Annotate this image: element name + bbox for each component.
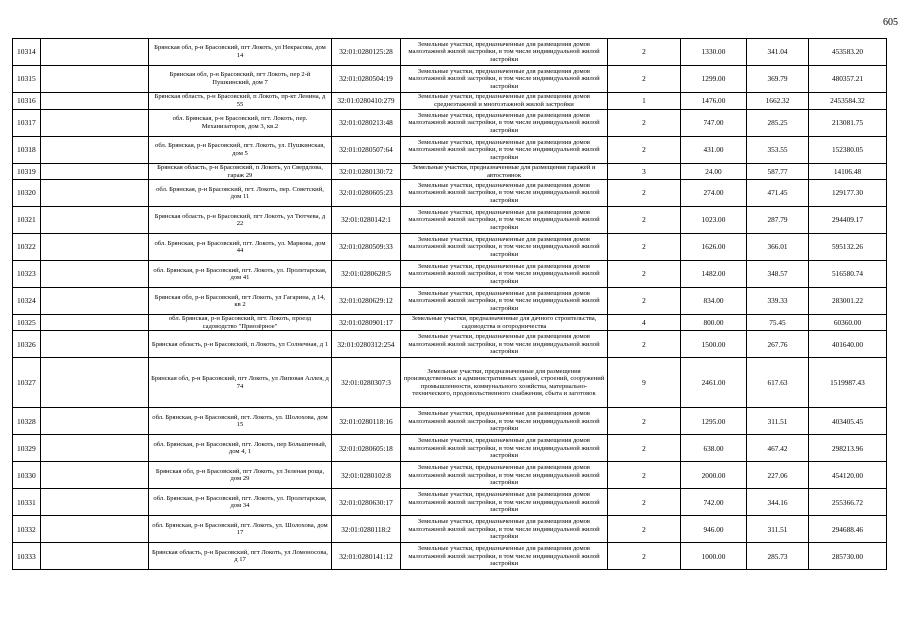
area-cell: 1500.00: [681, 331, 747, 358]
empty-cell: [41, 315, 149, 331]
specific-value-cell: 617.63: [747, 358, 809, 408]
empty-cell: [41, 288, 149, 315]
group-cell: 2: [608, 408, 681, 435]
cadastral-value-cell: 285730.00: [809, 543, 887, 570]
cadastral-value-cell: 129177.30: [809, 180, 887, 207]
area-cell: 2461.00: [681, 358, 747, 408]
cadastral-number-cell: 32:01:0280605:23: [332, 180, 401, 207]
specific-value-cell: 353.55: [747, 137, 809, 164]
address-cell: Брянская обл, р-н Брасовский, пгт Локоть, пер 2-й Пушкинский, дом 7: [149, 66, 332, 93]
table-row: [13, 261, 887, 288]
table-row: [13, 288, 887, 315]
land-use-cell: Земельные участки, предназначенные для размещения домов малоэтажной жилой застройки, в том числе индивидуальной жилой застройки: [401, 288, 608, 315]
cadastral-value-cell: 2453584.32: [809, 93, 887, 110]
land-use-cell: Земельные участки, предназначенные для размещения домов малоэтажной жилой застройки, в том числе индивидуальной жилой застройки: [401, 331, 608, 358]
area-cell: 2000.00: [681, 462, 747, 489]
table-row: [13, 408, 887, 435]
cadastral-value-cell: 213081.75: [809, 110, 887, 137]
specific-value-cell: 366.01: [747, 234, 809, 261]
table-row: [13, 207, 887, 234]
address-cell: обл. Брянская, р-н Брасовский, пгт. Локоть, ул. Пролетарская, дом 34: [149, 489, 332, 516]
area-cell: 1626.00: [681, 234, 747, 261]
table-row: [13, 358, 887, 408]
empty-cell: [41, 164, 149, 180]
cadastral-number-cell: 32:01:0280628:5: [332, 261, 401, 288]
table-row: [13, 66, 887, 93]
cadastral-value-cell: 298213.96: [809, 435, 887, 462]
table-row: [13, 489, 887, 516]
cadastral-number-cell: 32:01:0280629:12: [332, 288, 401, 315]
cadastral-value-cell: 283001.22: [809, 288, 887, 315]
land-use-cell: Земельные участки, предназначенные для размещения домов малоэтажной жилой застройки, в том числе индивидуальной жилой застройки: [401, 261, 608, 288]
empty-cell: [41, 331, 149, 358]
specific-value-cell: 285.25: [747, 110, 809, 137]
cadastral-number-cell: 32:01:0280102:8: [332, 462, 401, 489]
group-cell: 2: [608, 137, 681, 164]
specific-value-cell: 344.16: [747, 489, 809, 516]
row-number-cell: 10317: [13, 110, 41, 137]
land-use-cell: Земельные участки, предназначенные для размещения домов малоэтажной жилой застройки, в том числе индивидуальной жилой застройки: [401, 462, 608, 489]
area-cell: 1482.00: [681, 261, 747, 288]
land-use-cell: Земельные участки, предназначенные для размещения гаражей и автостоянок: [401, 164, 608, 180]
land-use-cell: Земельные участки, предназначенные для размещения домов малоэтажной жилой застройки, в том числе индивидуальной жилой застройки: [401, 180, 608, 207]
group-cell: 4: [608, 315, 681, 331]
group-cell: 2: [608, 261, 681, 288]
table-row: [13, 331, 887, 358]
specific-value-cell: 587.77: [747, 164, 809, 180]
table-row: [13, 543, 887, 570]
group-cell: 2: [608, 180, 681, 207]
land-use-cell: Земельные участки, предназначенные для дачного строительства, садоводства и огородничества: [401, 315, 608, 331]
address-cell: Брянская обл, р-н Брасовский, пгт Локоть, ул Зеленая роща, дом 29: [149, 462, 332, 489]
land-use-cell: Земельные участки, предназначенные для размещения домов малоэтажной жилой застройки, в том числе индивидуальной жилой застройки: [401, 39, 608, 66]
address-cell: обл. Брянская, р-н Брасовский, пгт. Локоть, ул. Пушкинская, дом 5: [149, 137, 332, 164]
land-use-cell: Земельные участки, предназначенные для размещения домов малоэтажной жилой застройки, в том числе индивидуальной жилой застройки: [401, 516, 608, 543]
group-cell: 1: [608, 93, 681, 110]
table-row: [13, 435, 887, 462]
area-cell: 638.00: [681, 435, 747, 462]
address-cell: Брянская обл, р-н Брасовский, пгт Локоть, ул Липовая Аллея, д 74: [149, 358, 332, 408]
cadastral-number-cell: 32:01:0280507:64: [332, 137, 401, 164]
specific-value-cell: 341.04: [747, 39, 809, 66]
row-number-cell: 10320: [13, 180, 41, 207]
area-cell: 742.00: [681, 489, 747, 516]
area-cell: 1000.00: [681, 543, 747, 570]
row-number-cell: 10329: [13, 435, 41, 462]
table-row: [13, 180, 887, 207]
group-cell: 2: [608, 110, 681, 137]
area-cell: 834.00: [681, 288, 747, 315]
cadastral-value-cell: 1519987.43: [809, 358, 887, 408]
empty-cell: [41, 261, 149, 288]
table-row: [13, 234, 887, 261]
empty-cell: [41, 435, 149, 462]
land-use-cell: Земельные участки, предназначенные для размещения домов малоэтажной жилой застройки, в том числе индивидуальной жилой застройки: [401, 137, 608, 164]
group-cell: 2: [608, 66, 681, 93]
cadastral-number-cell: 32:01:0280118:2: [332, 516, 401, 543]
address-cell: Брянская область, р-н Брасовский, пгт Локоть, ул Тютчева, д 22: [149, 207, 332, 234]
group-cell: 2: [608, 516, 681, 543]
group-cell: 2: [608, 435, 681, 462]
empty-cell: [41, 110, 149, 137]
cadastral-value-cell: 14106.48: [809, 164, 887, 180]
empty-cell: [41, 93, 149, 110]
empty-cell: [41, 358, 149, 408]
cadastral-value-cell: 294688.46: [809, 516, 887, 543]
cadastral-number-cell: 32:01:0280307:3: [332, 358, 401, 408]
cadastral-number-cell: 32:01:0280118:16: [332, 408, 401, 435]
table-row: [13, 462, 887, 489]
group-cell: 2: [608, 234, 681, 261]
cadastral-value-cell: 401640.00: [809, 331, 887, 358]
address-cell: обл. Брянская, р-н Брасовский, пгт. Локоть, ул. Пролетарская, дом 41: [149, 261, 332, 288]
area-cell: 800.00: [681, 315, 747, 331]
table-row: [13, 137, 887, 164]
cadastral-number-cell: 32:01:0280130:72: [332, 164, 401, 180]
land-use-cell: Земельные участки, предназначенные для размещения домов малоэтажной жилой застройки, в том числе индивидуальной жилой застройки: [401, 435, 608, 462]
cadastral-number-cell: 32:01:0280141:12: [332, 543, 401, 570]
area-cell: 24.00: [681, 164, 747, 180]
group-cell: 9: [608, 358, 681, 408]
group-cell: 2: [608, 543, 681, 570]
row-number-cell: 10331: [13, 489, 41, 516]
area-cell: 1023.00: [681, 207, 747, 234]
address-cell: Брянская область, р-н Брасовский, п Локоть, ул Свердлова, гараж 29: [149, 164, 332, 180]
table-row: [13, 315, 887, 331]
table-row: [13, 93, 887, 110]
land-use-cell: Земельные участки, предназначенные для размещения производственных и административных зданий, строений, сооружений промышленности, коммунального хозяйства, материально-технического, продовольственного снабжения, сбыта и заготовок: [401, 358, 608, 408]
empty-cell: [41, 543, 149, 570]
land-use-cell: Земельные участки, предназначенные для размещения домов малоэтажной жилой застройки, в том числе индивидуальной жилой застройки: [401, 207, 608, 234]
empty-cell: [41, 408, 149, 435]
cadastral-number-cell: 32:01:0280213:48: [332, 110, 401, 137]
cadastral-value-cell: 516580.74: [809, 261, 887, 288]
table-row: [13, 110, 887, 137]
row-number-cell: 10318: [13, 137, 41, 164]
land-use-cell: Земельные участки, предназначенные для размещения домов малоэтажной жилой застройки, в том числе индивидуальной жилой застройки: [401, 66, 608, 93]
specific-value-cell: 287.79: [747, 207, 809, 234]
specific-value-cell: 369.79: [747, 66, 809, 93]
land-use-cell: Земельные участки, предназначенные для размещения домов среднеэтажной и многоэтажной жилой застройки: [401, 93, 608, 110]
area-cell: 1476.00: [681, 93, 747, 110]
address-cell: Брянская область, р-н Брасовский, п Локоть, пр-кт Ленина, д 55: [149, 93, 332, 110]
cadastral-value-cell: 595132.26: [809, 234, 887, 261]
cadastral-value-cell: 453583.20: [809, 39, 887, 66]
group-cell: 2: [608, 331, 681, 358]
specific-value-cell: 1662.32: [747, 93, 809, 110]
empty-cell: [41, 489, 149, 516]
address-cell: обл. Брянская, р-н Брасовский, пгт. Локоть, ул. Маркова, дом 44: [149, 234, 332, 261]
area-cell: 1295.00: [681, 408, 747, 435]
empty-cell: [41, 516, 149, 543]
cadastral-number-cell: 32:01:0280410:279: [332, 93, 401, 110]
row-number-cell: 10323: [13, 261, 41, 288]
specific-value-cell: 311.51: [747, 408, 809, 435]
address-cell: обл. Брянская, р-н Брасовский, пгт. Локоть, пер Большичный, дом 4, 1: [149, 435, 332, 462]
specific-value-cell: 467.42: [747, 435, 809, 462]
area-cell: 1330.00: [681, 39, 747, 66]
area-cell: 1299.00: [681, 66, 747, 93]
specific-value-cell: 311.51: [747, 516, 809, 543]
row-number-cell: 10333: [13, 543, 41, 570]
land-use-cell: Земельные участки, предназначенные для размещения домов малоэтажной жилой застройки, в том числе индивидуальной жилой застройки: [401, 543, 608, 570]
address-cell: Брянская область, р-н Брасовский, пгт Локоть, ул Ломоносова, д 17: [149, 543, 332, 570]
cadastral-value-cell: 294409.17: [809, 207, 887, 234]
empty-cell: [41, 39, 149, 66]
address-cell: обл. Брянская, р-н Брасовский, пгт. Локоть, ул. Шолохова, дом 17: [149, 516, 332, 543]
land-use-cell: Земельные участки, предназначенные для размещения домов малоэтажной жилой застройки, в том числе индивидуальной жилой застройки: [401, 489, 608, 516]
specific-value-cell: 471.45: [747, 180, 809, 207]
group-cell: 3: [608, 164, 681, 180]
address-cell: обл. Брянская, р-н Брасовский, пгт. Локоть, пер. Советский, дом 11: [149, 180, 332, 207]
row-number-cell: 10324: [13, 288, 41, 315]
cadastral-number-cell: 32:01:0280312:254: [332, 331, 401, 358]
cadastral-number-cell: 32:01:0280901:17: [332, 315, 401, 331]
cadastral-number-cell: 32:01:0280630:17: [332, 489, 401, 516]
land-use-cell: Земельные участки, предназначенные для размещения домов малоэтажной жилой застройки, в том числе индивидуальной жилой застройки: [401, 110, 608, 137]
row-number-cell: 10330: [13, 462, 41, 489]
group-cell: 2: [608, 489, 681, 516]
cadastral-value-cell: 480357.21: [809, 66, 887, 93]
specific-value-cell: 267.76: [747, 331, 809, 358]
table-body: [13, 39, 887, 570]
cadastral-number-cell: 32:01:0280605:18: [332, 435, 401, 462]
empty-cell: [41, 234, 149, 261]
cadastral-value-table: [12, 38, 887, 570]
group-cell: 2: [608, 207, 681, 234]
address-cell: обл. Брянская, р-н Брасовский, пгт. Локоть, проезд садоводство "Приозёрное": [149, 315, 332, 331]
group-cell: 2: [608, 39, 681, 66]
row-number-cell: 10326: [13, 331, 41, 358]
specific-value-cell: 285.73: [747, 543, 809, 570]
empty-cell: [41, 180, 149, 207]
table-row: [13, 516, 887, 543]
row-number-cell: 10322: [13, 234, 41, 261]
specific-value-cell: 339.33: [747, 288, 809, 315]
cadastral-number-cell: 32:01:0280125:28: [332, 39, 401, 66]
land-use-cell: Земельные участки, предназначенные для размещения домов малоэтажной жилой застройки, в том числе индивидуальной жилой застройки: [401, 234, 608, 261]
empty-cell: [41, 207, 149, 234]
empty-cell: [41, 462, 149, 489]
row-number-cell: 10315: [13, 66, 41, 93]
cadastral-number-cell: 32:01:0280504:19: [332, 66, 401, 93]
land-use-cell: Земельные участки, предназначенные для размещения домов малоэтажной жилой застройки, в том числе индивидуальной жилой застройки: [401, 408, 608, 435]
address-cell: Брянская обл, р-н Брасовский, пгт Локоть, ул Гагарина, д 14, кв 2: [149, 288, 332, 315]
area-cell: 946.00: [681, 516, 747, 543]
table-row: [13, 39, 887, 66]
group-cell: 2: [608, 288, 681, 315]
table-row: [13, 164, 887, 180]
row-number-cell: 10332: [13, 516, 41, 543]
specific-value-cell: 227.06: [747, 462, 809, 489]
address-cell: обл. Брянская, р-н Брасовский, пгт. Локоть, ул. Шолохова, дом 15: [149, 408, 332, 435]
address-cell: Брянская обл, р-н Брасовский, пгт Локоть, ул Некрасова, дом 14: [149, 39, 332, 66]
address-cell: обл. Брянская, р-н Брасовский, пгт. Локоть, пер. Механизаторов, дом 3, кв.2: [149, 110, 332, 137]
cadastral-value-cell: 454120.00: [809, 462, 887, 489]
row-number-cell: 10314: [13, 39, 41, 66]
address-cell: Брянская область, р-н Брасовский, п Локоть, ул Солнечная, д 1: [149, 331, 332, 358]
area-cell: 747.00: [681, 110, 747, 137]
specific-value-cell: 348.57: [747, 261, 809, 288]
row-number-cell: 10319: [13, 164, 41, 180]
specific-value-cell: 75.45: [747, 315, 809, 331]
area-cell: 431.00: [681, 137, 747, 164]
row-number-cell: 10321: [13, 207, 41, 234]
page-number: 605: [883, 17, 898, 28]
empty-cell: [41, 137, 149, 164]
cadastral-number-cell: 32:01:0280142:1: [332, 207, 401, 234]
row-number-cell: 10316: [13, 93, 41, 110]
area-cell: 274.00: [681, 180, 747, 207]
row-number-cell: 10325: [13, 315, 41, 331]
cadastral-number-cell: 32:01:0280509:33: [332, 234, 401, 261]
cadastral-value-cell: 60360.00: [809, 315, 887, 331]
row-number-cell: 10327: [13, 358, 41, 408]
cadastral-value-cell: 255366.72: [809, 489, 887, 516]
empty-cell: [41, 66, 149, 93]
cadastral-value-cell: 152380.05: [809, 137, 887, 164]
group-cell: 2: [608, 462, 681, 489]
cadastral-value-cell: 403405.45: [809, 408, 887, 435]
row-number-cell: 10328: [13, 408, 41, 435]
